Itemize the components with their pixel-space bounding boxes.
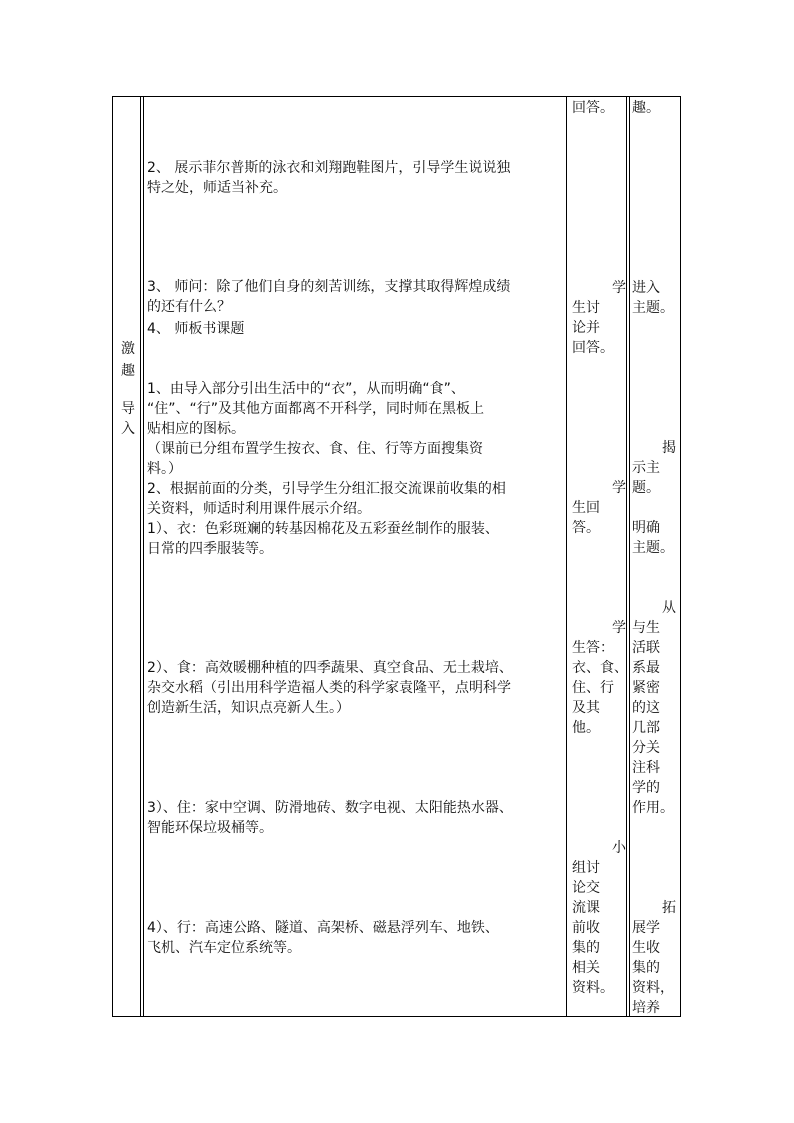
- content-item-4: 4、 师板书课题: [147, 321, 245, 337]
- content-housing: 智能环保垃圾桶等。: [147, 820, 273, 836]
- design-intent: [632, 898, 676, 1018]
- design-intent-line: 明确: [632, 520, 660, 536]
- student-activity-line: 及其: [572, 700, 600, 716]
- student-activity: [572, 98, 626, 118]
- design-intent: [632, 438, 676, 498]
- design-intent-line: 与生: [632, 620, 660, 636]
- student-activity-line: 集的: [572, 940, 600, 956]
- design-intent-line: 展学: [632, 920, 660, 936]
- content-paragraph-2: 关资料，师适时利用课件展示介绍。: [147, 501, 371, 517]
- student-activity-line: 小: [612, 840, 626, 856]
- design-intent-line: 拓: [662, 900, 676, 916]
- student-activity-line: 生答：: [572, 640, 614, 656]
- student-activity: [572, 278, 626, 358]
- student-activity-line: 组讨: [572, 860, 600, 876]
- student-activity-line: 生讨: [572, 300, 600, 316]
- student-activity-line: 回答。: [572, 100, 614, 116]
- student-activity-line: 生回: [572, 500, 600, 516]
- content-paragraph-1: 贴相应的图标。: [147, 421, 245, 437]
- content-travel: 飞机、汽车定位系统等。: [147, 940, 301, 956]
- student-activity: [572, 478, 626, 538]
- student-activity-line: 住、行: [572, 680, 614, 696]
- design-intent-line: 资料，: [632, 980, 674, 996]
- student-activity-line: 论并: [572, 320, 600, 336]
- design-intent: [632, 278, 676, 318]
- student-activity-line: 相关: [572, 960, 600, 976]
- design-intent-line: 几部: [632, 720, 660, 736]
- student-activity-line: 回答。: [572, 340, 614, 356]
- content-item-3: 3、 师问：除了他们自身的刻苦训练，支撑其取得辉煌成绩: [147, 279, 511, 295]
- design-intent-line: 紧密: [632, 680, 660, 696]
- content-paragraph-1: 1、由导入部分引出生活中的“衣”，从而明确“食”、: [147, 381, 465, 397]
- content-item-2: 特之处，师适当补充。: [147, 180, 287, 196]
- student-activity-line: 流课: [572, 900, 600, 916]
- design-intent-line: 从: [662, 600, 676, 616]
- student-activity: [572, 618, 626, 738]
- content-food: 杂交水稻（引出用科学造福人类的科学家袁隆平，点明科学: [147, 680, 511, 696]
- design-intent-line: 注科: [632, 760, 660, 776]
- design-intent-line: 生收: [632, 940, 660, 956]
- column-divider: [140, 97, 144, 1016]
- student-activity-line: 学: [612, 480, 626, 496]
- stage-label-char: 激: [121, 341, 135, 357]
- student-activity-line: 答。: [572, 520, 600, 536]
- content-clothes: 1）、衣：色彩斑斓的转基因棉花及五彩蚕丝制作的服装、: [147, 521, 499, 537]
- design-intent-line: 的这: [632, 700, 660, 716]
- stage-label-char: 导: [121, 401, 135, 417]
- design-intent-line: 活联: [632, 640, 660, 656]
- student-activity-line: 论交: [572, 880, 600, 896]
- design-intent-line: 系最: [632, 660, 660, 676]
- design-intent-line: 进入: [632, 280, 660, 296]
- content-housing: 3）、住：家中空调、防滑地砖、数字电视、太阳能热水器、: [147, 800, 513, 816]
- content-food: 2）、食：高效暖棚种植的四季蔬果、真空食品、无土栽培、: [147, 660, 513, 676]
- lesson-table: [112, 96, 681, 1017]
- stage-label-char: 入: [121, 421, 135, 437]
- student-activity-line: 学: [612, 620, 626, 636]
- content-paragraph-2: 2、根据前面的分类，引导学生分组汇报交流课前收集的相: [147, 481, 506, 497]
- design-intent-line: 集的: [632, 960, 660, 976]
- design-intent-line: 分关: [632, 740, 660, 756]
- content-paragraph-1: “住”、“行”及其他方面都离不开科学，同时师在黑板上: [147, 401, 485, 417]
- content-note: （课前已分组布置学生按衣、食、住、行等方面搜集资: [147, 441, 483, 457]
- content-note: 料。）: [147, 461, 182, 477]
- design-intent-line: 作用。: [632, 800, 674, 816]
- student-activity-line: 前收: [572, 920, 600, 936]
- design-intent: [632, 518, 676, 558]
- design-intent-line: 培养: [632, 1000, 660, 1016]
- content-travel: 4）、行：高速公路、隧道、高架桥、磁悬浮列车、地铁、: [147, 920, 499, 936]
- design-intent-line: 主题。: [632, 540, 674, 556]
- column-divider: [566, 97, 567, 1016]
- design-intent-line: 揭: [662, 440, 676, 456]
- student-activity-line: 他。: [572, 720, 600, 736]
- content-item-3: 的还有什么？: [147, 299, 231, 315]
- design-intent-line: 题。: [632, 480, 660, 496]
- design-intent-line: 主题。: [632, 300, 674, 316]
- student-activity-line: 资料。: [572, 980, 614, 996]
- content-clothes: 日常的四季服装等。: [147, 541, 273, 557]
- content-item-2: 2、 展示菲尔普斯的泳衣和刘翔跑鞋图片，引导学生说说独: [147, 160, 511, 176]
- design-intent-line: 示主: [632, 460, 660, 476]
- design-intent: [632, 598, 676, 818]
- design-intent-line: 学的: [632, 780, 660, 796]
- student-activity-line: 衣、食、: [572, 660, 628, 676]
- stage-label-char: 趣: [121, 363, 135, 379]
- content-food: 创造新生活，知识点亮新人生。）: [147, 700, 350, 716]
- design-intent: [632, 98, 676, 118]
- student-activity-line: 学: [612, 280, 626, 296]
- student-activity: [572, 838, 626, 998]
- design-intent-line: 趣。: [632, 100, 660, 116]
- column-divider: [626, 97, 630, 1016]
